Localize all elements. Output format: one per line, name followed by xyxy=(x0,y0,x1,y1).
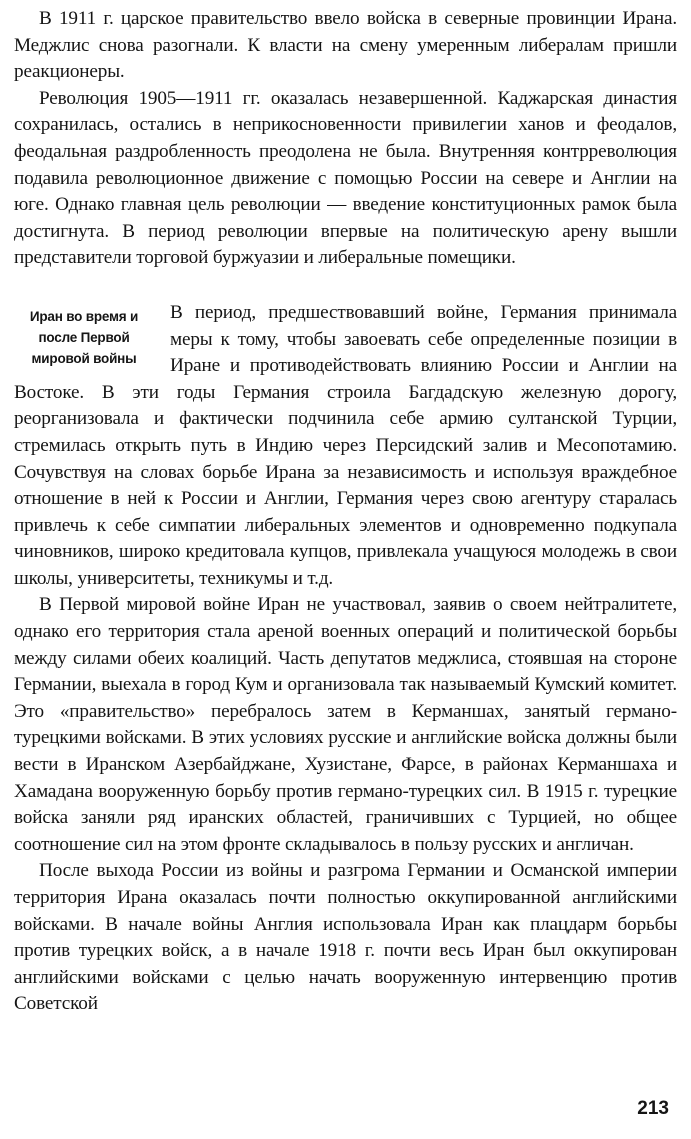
margin-heading: Иран во время и после Первой мировой войны xyxy=(29,308,139,366)
paragraph: После выхода России из войны и разгрома Германии и Османской империи территория Ирана оказалась почти полностью оккупированной английскими войсками. В начале войны Англия использовала Иран как плацдарм борьбы против турецких войск, а в начале 1918 г. почти весь Иран был оккупирован английскими войсками с целью начать вооруженную интервенцию против Советской xyxy=(14,860,677,1015)
paragraph: В Первой мировой войне Иран не участвовал, заявив о своем нейтралитете, однако его территория стала ареной военных операций и политической борьбы между силами обеих коалиций. Часть депутатов меджлиса, стоявшая на стороне Германии, выехала в город Кум и организовала так называемый Кумский комитет. Это «правительство» перебралось затем в Керманшах, занятый германо-турецкими войсками. В этих условиях русские и английские войска должны были вести в Иранском Азербайджане, Хузистане, Фарсе, в районах Керманшаха и Хамадана вооруженную борьбу против германо-турецких сил. В 1915 г. турецкие войска заняли ряд иранских областей, граничивших с Турцией, но общее соотношение сил на этом фронте складывалось в пользу русских и англичан. xyxy=(14,594,677,855)
paragraph: В 1911 г. царское правительство ввело войска в северные провинции Ирана. Меджлис снова разогнали. К власти на смену умеренным либералам пришли реакционеры. xyxy=(14,8,677,83)
section-gap xyxy=(14,272,677,300)
paragraph: Революция 1905—1911 гг. оказалась незавершенной. Каджарская династия сохранилась, остались в неприкосновенности привилегии ханов и феодалов, феодальная раздробленность преодолена не была. Внутренняя контрреволюция подавила революционное движение с помощью России на севере и Англии на юге. Однако главная цель революции — введение конституционных рамок была достигнута. В период революции впервые на политическую арену вышли представители торговой буржуазии и либеральные помещики. xyxy=(14,87,677,269)
page-number: 213 xyxy=(637,1098,669,1119)
page-body xyxy=(14,6,677,1018)
paragraph: В период, предшествовавший войне, Германия принимала меры к тому, чтобы завоевать себе определенные позиции в Иране и противодействовать влиянию России и Англии на Востоке. В эти годы Германия строила Багдадскую железную дорогу, реорганизовала и фактически подчинила себе армию султанской Турции, стремилась открыть путь в Индию через Персидский залив и Месопотамию. Сочувствуя на словах борьбе Ирана за независимость и используя враждебное отношение в ней к России и Англии, Германия через свою агентуру старалась привлечь к себе симпатии либеральных элементов и одновременно подкупала чиновников, широко кредитовала купцов, привлекала учащуюся молодежь в свои школы, университеты, техникумы и т.д. xyxy=(14,301,677,589)
